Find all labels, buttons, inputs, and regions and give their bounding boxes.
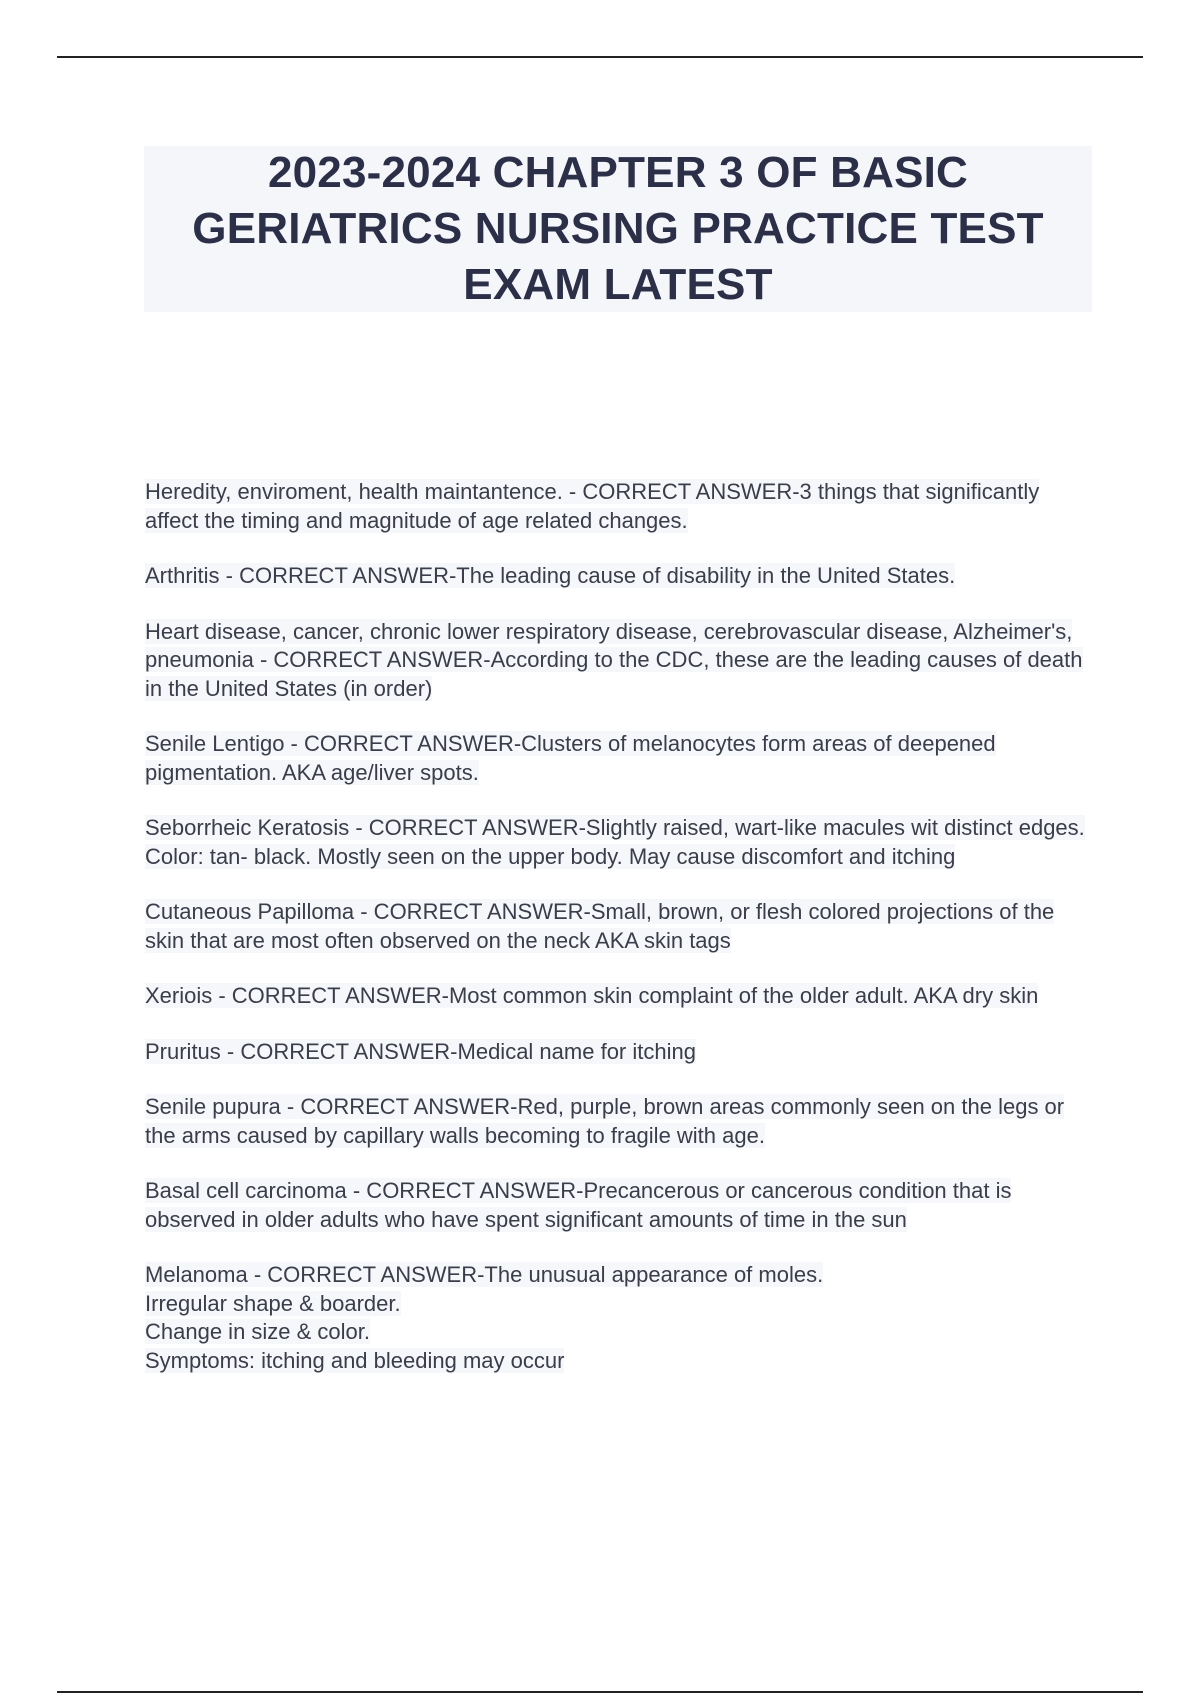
qa-item-text: Basal cell carcinoma - CORRECT ANSWER-Precancerous or cancerous condition that is observed in older adults who have spent significant amounts of time in the sun [145,1178,1012,1232]
qa-item [145,814,1095,871]
qa-item-text: Senile pupura - CORRECT ANSWER-Red, purple, brown areas commonly seen on the legs or the arms caused by capillary walls becoming to fragile with age. [145,1094,1065,1148]
qa-item-text: Cutaneous Papilloma - CORRECT ANSWER-Small, brown, or flesh colored projections of the skin that are most often observed on the neck AKA skin tags [145,899,1055,953]
qa-item-text: Melanoma - CORRECT ANSWER-The unusual appearance of moles. Irregular shape & boarder. Change in size & color. Symptoms: itching and bleeding may occur [145,1262,824,1373]
header-rule [57,56,1143,58]
footer-rule [57,1691,1143,1693]
qa-item-text: Xeriois - CORRECT ANSWER-Most common skin complaint of the older adult. AKA dry skin [145,983,1039,1008]
qa-item [145,1177,1095,1234]
qa-item [145,898,1095,955]
qa-item-text: Seborrheic Keratosis - CORRECT ANSWER-Slightly raised, wart-like macules wit distinct edges. Color: tan- black. Mostly seen on the upper body. May cause discomfort and itching [145,815,1085,869]
qa-item-text: Pruritus - CORRECT ANSWER-Medical name for itching [145,1038,696,1064]
qa-item [145,730,1095,787]
qa-item [145,1038,1095,1067]
qa-item [145,562,1095,591]
qa-item [145,1093,1095,1150]
qa-item-text: Heredity, enviroment, health maintantence. - CORRECT ANSWER-3 things that significantly affect the timing and magnitude of age related changes. [145,479,1040,533]
title-box [144,146,1092,312]
qa-item [145,478,1095,535]
qa-item-text: Heart disease, cancer, chronic lower respiratory disease, cerebrovascular disease, Alzheimer's, pneumonia - CORRECT ANSWER-According to the CDC, these are the leading causes of death in the United States (in order) [145,618,1083,701]
qa-item-text: Senile Lentigo - CORRECT ANSWER-Clusters of melanocytes form areas of deepened pigmentation. AKA age/liver spots. [145,731,996,785]
qa-item [145,982,1095,1011]
qa-item [145,618,1095,704]
qa-list [145,478,1095,1402]
document-title: 2023-2024 CHAPTER 3 OF BASIC GERIATRICS NURSING PRACTICE TEST EXAM LATEST [192,148,1044,309]
qa-item [145,1261,1095,1375]
qa-item-text: Arthritis - CORRECT ANSWER-The leading cause of disability in the United States. [145,563,956,588]
